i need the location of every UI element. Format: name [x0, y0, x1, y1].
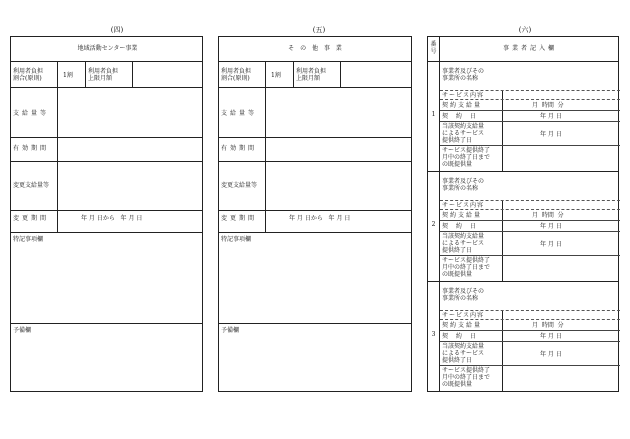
row-divider [440, 99, 620, 100]
special-notes-label: 特記事項欄 [13, 236, 44, 243]
contract-amount-label: 契約支給量 [442, 102, 483, 109]
payment-amount-label: 支給量等 [221, 110, 258, 117]
valid-period-label: 有効期間 [13, 145, 50, 152]
section-header-4: (四) [110, 26, 124, 34]
contract-amount-label: 契約支給量 [442, 322, 483, 329]
row-divider [440, 330, 620, 331]
block-separator [428, 281, 618, 282]
row-divider [440, 145, 620, 146]
changed-payment-label: 変更支給量等 [13, 182, 50, 189]
contract-amount-value: 月 時間 分 [532, 212, 564, 219]
service-content-label: サービス内容 [442, 312, 485, 319]
block-number: 1 [431, 111, 436, 118]
block-divider [502, 200, 503, 281]
provider-name-label: 事業者及びその 事業所の名称 [442, 68, 485, 82]
burden-ratio-value: 1割 [271, 72, 281, 79]
provider-name-label: 事業者及びその 事業所の名称 [442, 288, 485, 302]
row-divider [440, 90, 620, 91]
end-date-value: 年 月 日 [540, 351, 562, 358]
row-divider [440, 319, 620, 320]
reserve-label: 予備欄 [221, 327, 240, 334]
row-divider [440, 110, 620, 111]
block-number: 3 [431, 331, 436, 338]
end-date-label: 当該契約支給量 によるサービス 提供終了日 [442, 343, 485, 364]
payment-amount-label: 支給量等 [13, 110, 50, 117]
changed-payment-label: 変更支給量等 [221, 182, 258, 189]
row-divider [440, 231, 620, 232]
end-date-label: 当該契約支給量 によるサービス 提供終了日 [442, 233, 485, 254]
row-divider [440, 209, 620, 210]
number-header: 番 号 [430, 41, 437, 55]
service-content-label: サービス内容 [442, 92, 485, 99]
row-divider [440, 310, 620, 311]
end-date-value: 年 月 日 [540, 241, 562, 248]
panel-title: 地域活動センター事業 [77, 45, 138, 52]
burden-ratio-label: 利用者負担 割合(原則) [13, 68, 44, 82]
end-date-label: 当該契約支給量 によるサービス 提供終了日 [442, 123, 485, 144]
provider-name-label: 事業者及びその 事業所の名称 [442, 178, 485, 192]
row-divider [440, 255, 620, 256]
contract-date-value: 年 月 日 [540, 223, 562, 230]
contract-amount-label: 契約支給量 [442, 212, 483, 219]
burden-ratio-value: 1割 [63, 72, 73, 79]
panel-title: そ の 他 事 業 [288, 45, 344, 52]
burden-limit-label: 利用者負担 上限月額 [88, 68, 119, 82]
block-divider [502, 90, 503, 171]
section-header-6: (六) [518, 26, 532, 34]
row-divider [440, 341, 620, 342]
panel-provider-entry [427, 36, 619, 392]
change-date-label: 変更期間 [221, 215, 258, 222]
contract-date-label: 契 約 日 [442, 223, 479, 230]
row-divider [440, 365, 620, 366]
block-separator [428, 171, 618, 172]
provided-amount-label: サービス提供終了 月中の終了日まで の既提供量 [442, 257, 491, 278]
block-divider [502, 310, 503, 391]
contract-date-label: 契 約 日 [442, 113, 479, 120]
service-content-label: サービス内容 [442, 202, 485, 209]
entry-header: 事業者記入欄 [502, 45, 557, 52]
change-date-value: 年 月 日から 年 月 日 [81, 215, 143, 222]
row-divider [440, 121, 620, 122]
change-date-value: 年 月 日から 年 月 日 [289, 215, 351, 222]
provided-amount-label: サービス提供終了 月中の終了日まで の既提供量 [442, 147, 491, 168]
contract-date-label: 契 約 日 [442, 333, 479, 340]
panel-community-activity [10, 36, 203, 392]
burden-limit-label: 利用者負担 上限月額 [296, 68, 327, 82]
contract-amount-value: 月 時間 分 [532, 102, 564, 109]
contract-amount-value: 月 時間 分 [532, 322, 564, 329]
special-notes-label: 特記事項欄 [221, 236, 252, 243]
contract-date-value: 年 月 日 [540, 333, 562, 340]
row-divider [440, 200, 620, 201]
block-number: 2 [431, 221, 436, 228]
change-date-label: 変更期間 [13, 215, 50, 222]
row-divider [440, 220, 620, 221]
valid-period-label: 有効期間 [221, 145, 258, 152]
end-date-value: 年 月 日 [540, 131, 562, 138]
provided-amount-label: サービス提供終了 月中の終了日まで の既提供量 [442, 367, 491, 388]
reserve-label: 予備欄 [13, 327, 32, 334]
contract-date-value: 年 月 日 [540, 113, 562, 120]
burden-ratio-label: 利用者負担 割合(原則) [221, 68, 252, 82]
panel-other-business [218, 36, 412, 392]
section-header-5: (五) [312, 26, 326, 34]
